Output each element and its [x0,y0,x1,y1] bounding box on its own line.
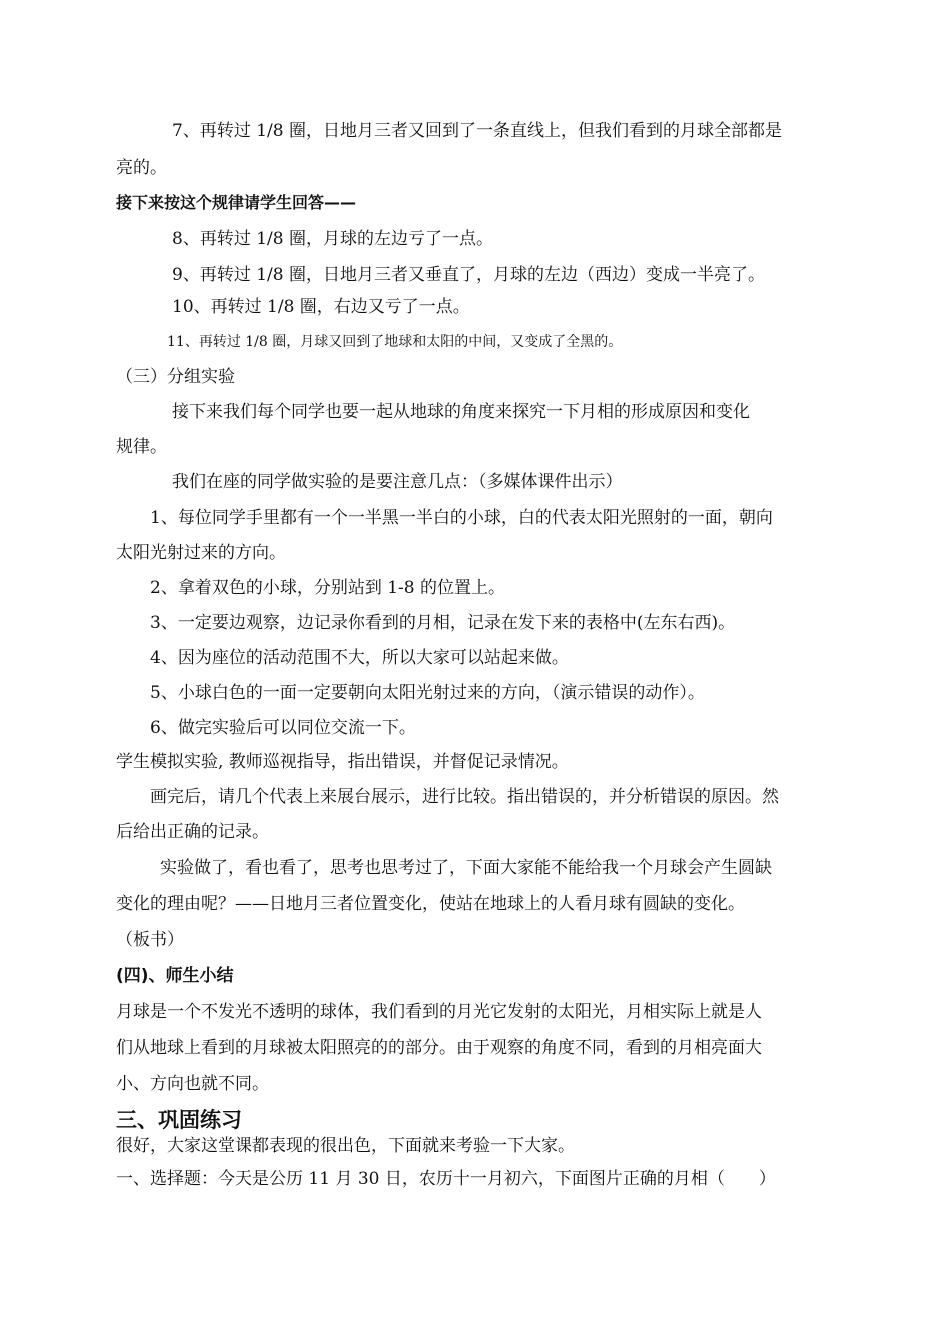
student-simulation: 学生模拟实验, 教师巡视指导，指出错误，并督促记录情况。 [116,752,569,772]
step-10-text: 10、再转过 1/8 圈，右边又亏了一点。 [172,297,470,317]
drawing-review: 画完后，请几个代表上来展台展示，进行比较。指出错误的，并分析错误的原因。然 [150,787,779,807]
section-practice-heading: 三、巩固练习 [116,1108,242,1132]
section-summary-heading: (四)、师生小结 [116,966,234,986]
step-7-text: 7、再转过 1/8 圈，日地月三者又回到了一条直线上，但我们看到的月球全部都是 [172,121,782,141]
reason-answer: 变化的理由呢？——日地月三者位置变化，使站在地球上的人看月球有圆缺的变化。 [116,894,745,914]
summary-line-2: 们从地球上看到的月球被太阳照亮的的部分。由于观察的角度不同，看到的月相亮面大 [116,1038,762,1058]
note-3: 3、一定要边观察，边记录你看到的月相，记录在发下来的表格中(左东右西)。 [150,613,736,633]
drawing-review-continued: 后给出正确的记录。 [116,822,269,842]
note-2: 2、拿着双色的小球，分别站到 1-8 的位置上。 [150,578,505,598]
step-8-text: 8、再转过 1/8 圈，月球的左边亏了一点。 [172,229,493,249]
note-4: 4、因为座位的活动范围不大，所以大家可以站起来做。 [150,648,569,668]
experiment-intro: 接下来我们每个同学也要一起从地球的角度来探究一下月相的形成原因和变化 [172,402,750,422]
step-11-text: 11、再转过 1/8 圈，月球又回到了地球和太阳的中间，又变成了全黑的。 [167,334,623,350]
question-1: 一、选择题：今天是公历 11 月 30 日，农历十一月初六，下面图片正确的月相（ ） [116,1169,776,1189]
instruction-heading: 接下来按这个规律请学生回答—— [116,193,357,212]
blackboard-note: （板书） [116,930,184,950]
note-6: 6、做完实验后可以同位交流一下。 [150,718,416,738]
section-group-experiment: （三）分组实验 [116,367,235,387]
note-1-continued: 太阳光射过来的方向。 [116,543,286,563]
reason-question: 实验做了，看也看了，思考也思考过了，下面大家能不能给我一个月球会产生圆缺 [160,858,772,878]
note-1: 1、每位同学手里都有一个一半黑一半白的小球，白的代表太阳光照射的一面，朝向 [150,508,773,528]
experiment-intro-continued: 规律。 [116,437,167,457]
note-5: 5、小球白色的一面一定要朝向太阳光射过来的方向，（演示错误的动作）。 [150,683,705,703]
step-7-continued: 亮的。 [116,158,167,178]
summary-line-1: 月球是一个不发光不透明的球体，我们看到的月光它发射的太阳光，月相实际上就是人 [116,1002,762,1022]
step-9-text: 9、再转过 1/8 圈，日地月三者又垂直了，月球的左边（西边）变成一半亮了。 [172,265,765,285]
practice-intro: 很好，大家这堂课都表现的很出色，下面就来考验一下大家。 [116,1136,575,1156]
summary-line-3: 小、方向也就不同。 [116,1074,269,1094]
notes-intro: 我们在座的同学做实验的是要注意几点：（多媒体课件出示） [172,472,623,492]
